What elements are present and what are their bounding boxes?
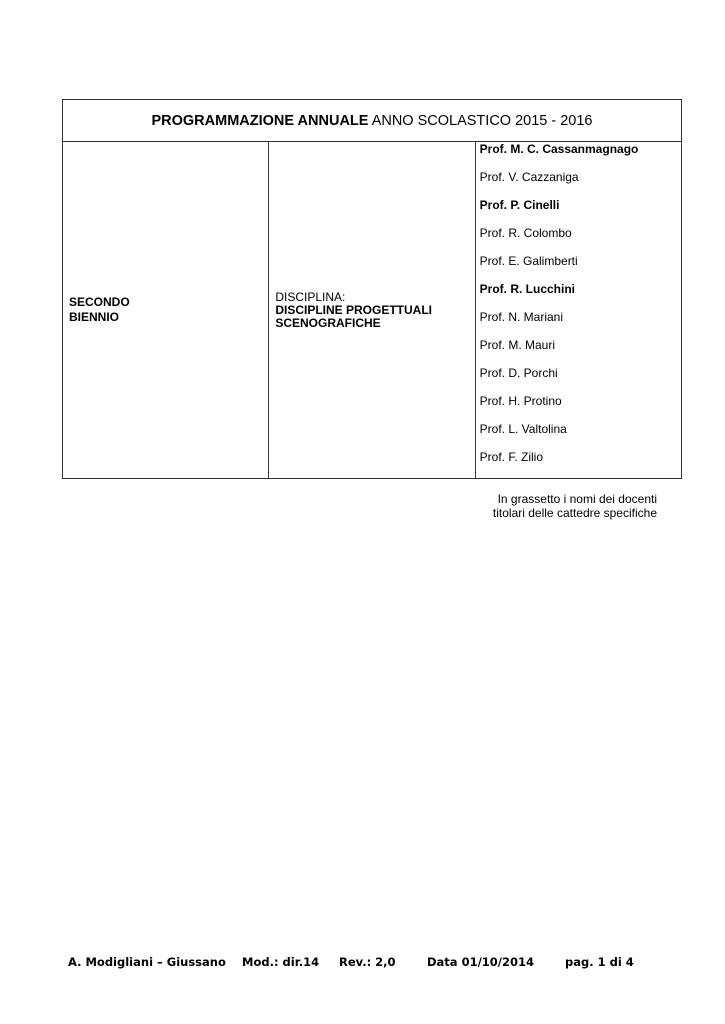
- professor-item: Prof. R. Lucchini: [479, 282, 575, 296]
- footer-date: Data 01/10/2014: [427, 955, 534, 969]
- discipline-label: DISCIPLINA:: [275, 289, 346, 304]
- discipline-cell: [269, 142, 475, 479]
- professor-item: Prof. E. Galimberti: [479, 254, 578, 268]
- level-line-1: SECONDO: [69, 295, 130, 309]
- bold-names-note: [417, 492, 657, 520]
- professor-item: Prof. L. Valtolina: [479, 422, 567, 436]
- title-rest: ANNO SCOLASTICO 2015 - 2016: [371, 112, 593, 129]
- professors-cell: [475, 142, 681, 479]
- content-row: [63, 142, 682, 479]
- footer-rev: Rev.: 2,0: [339, 955, 396, 969]
- footer-page: pag. 1 di 4: [565, 955, 634, 969]
- professor-item: Prof. M. C. Cassanmagnago: [479, 142, 639, 156]
- professor-item: Prof. F. Zilio: [479, 450, 544, 464]
- professor-list: [476, 142, 681, 478]
- programming-table: [62, 99, 682, 479]
- professor-item: Prof. N. Mariani: [479, 310, 564, 324]
- professor-item: Prof. R. Colombo: [479, 226, 572, 240]
- discipline-name: DISCIPLINE PROGETTUALI SCENOGRAFICHE: [275, 302, 433, 330]
- professor-item: Prof. H. Protino: [479, 394, 562, 408]
- professor-item: Prof. V. Cazzaniga: [479, 170, 579, 184]
- level-line-2: BIENNIO: [69, 310, 120, 324]
- professor-item: Prof. D. Porchi: [479, 366, 558, 380]
- professor-item: Prof. P. Cinelli: [479, 198, 560, 212]
- title-bold: PROGRAMMAZIONE ANNUALE: [151, 112, 369, 129]
- note-line-1: In grassetto i nomi dei docenti: [497, 492, 657, 506]
- title-row: [63, 100, 682, 142]
- level-cell: [63, 142, 269, 479]
- note-line-2: titolari delle cattedre specifiche: [492, 506, 657, 520]
- footer-mod: Mod.: dir.14: [242, 955, 320, 969]
- page-footer: [68, 955, 648, 969]
- professor-item: Prof. M. Mauri: [479, 338, 556, 352]
- footer-school: A. Modigliani – Giussano: [68, 955, 226, 969]
- table-title: [63, 100, 682, 142]
